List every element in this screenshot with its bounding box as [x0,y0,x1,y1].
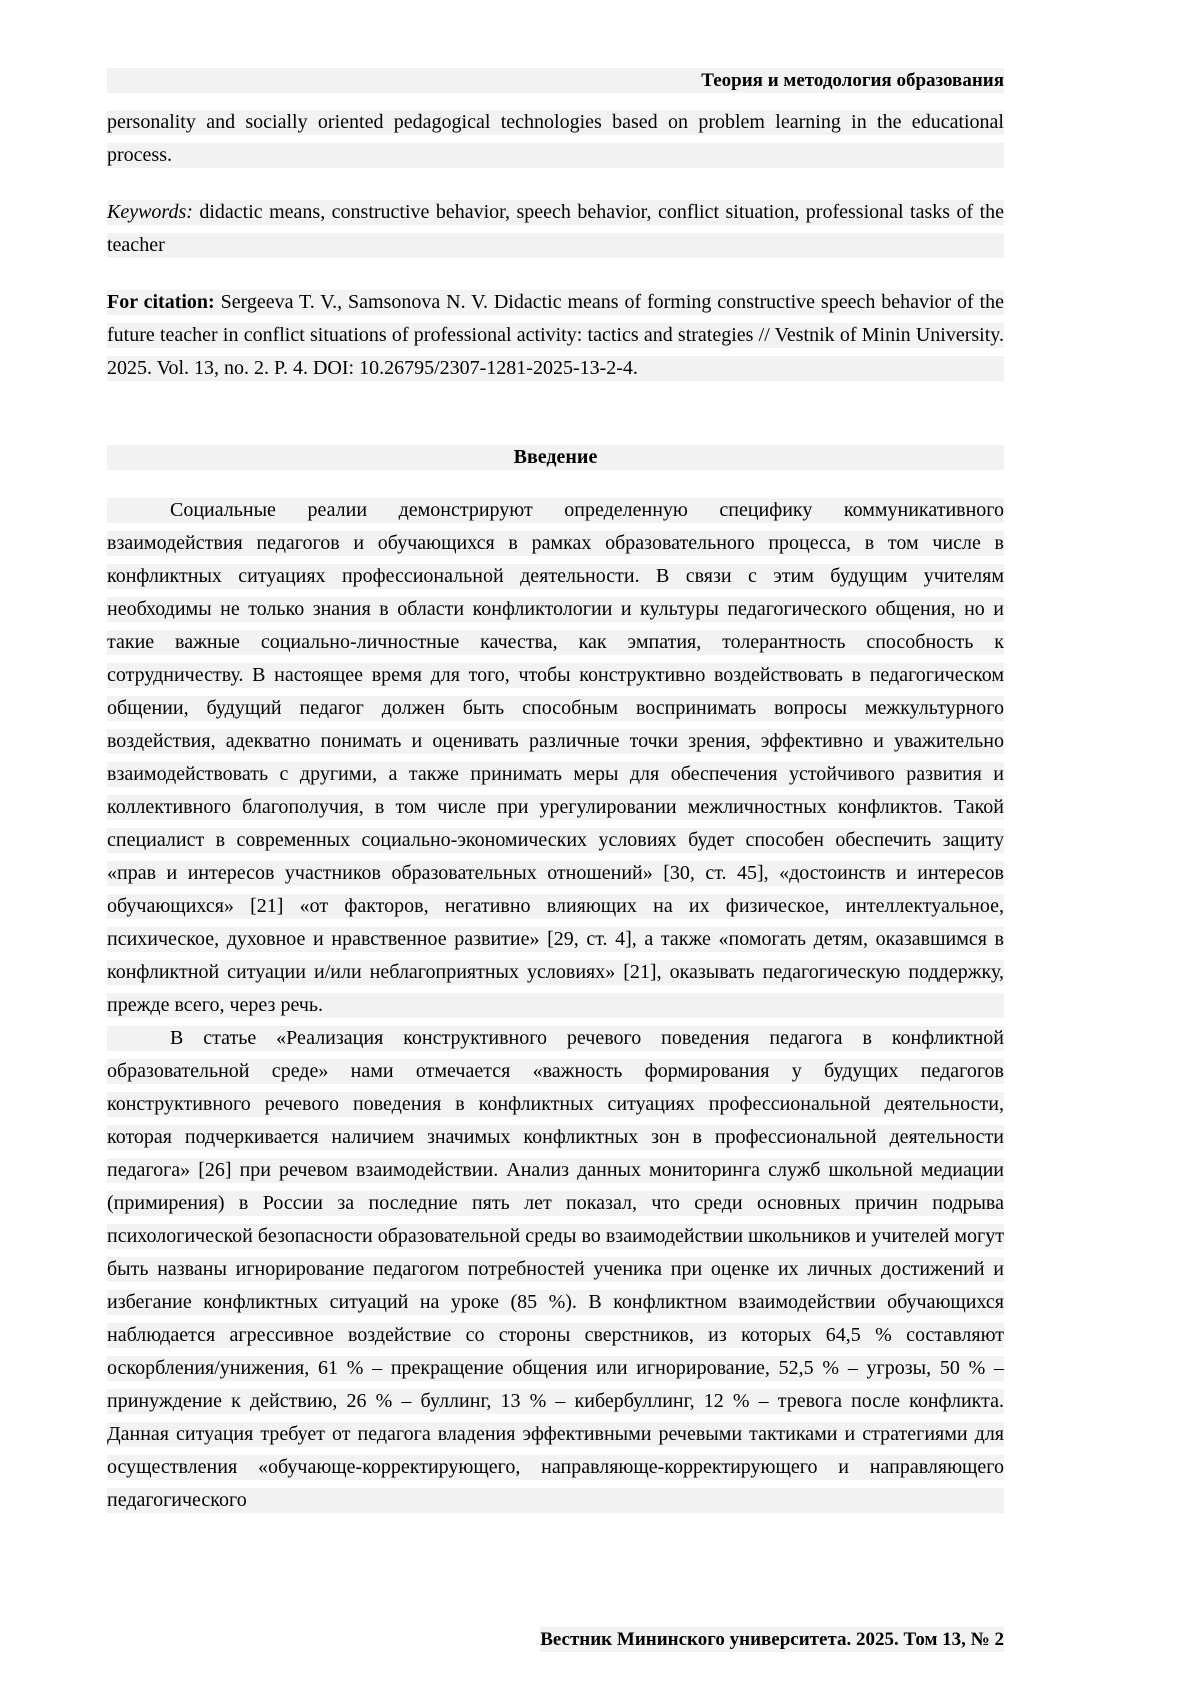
keywords-paragraph [107,196,1004,262]
abstract-tail-paragraph [107,106,1004,172]
section-title-introduction: Введение [107,441,1004,474]
citation-paragraph [107,286,1004,385]
keywords-label: Keywords: [107,201,193,223]
running-head-text: Теория и методология образования [701,70,1004,91]
running-head [107,64,1004,97]
citation-label: For citation: [107,291,215,313]
abstract-tail-text: personality and socially oriented pedagogical technologies based on problem learning in the educational process. [107,111,1004,166]
citation-text: Sergeeva T. V., Samsonova N. V. Didactic means of forming constructive speech behavior of the future teacher in conflict situations of professional activity: tactics and strategies // Vestnik of Minin University. 2025. Vol. 13, no. 2. P. 4. DOI: 10.26795/2307-1281-2025-13-2-4. [107,291,1005,379]
journal-footer: Вестник Мининского университета. 2025. Том 13, № 2 [540,1623,1004,1656]
keywords-text: didactic means, constructive behavior, speech behavior, conflict situation, professional tasks of the teacher [107,201,1004,256]
introduction-paragraph-2: В статье «Реализация конструктивного речевого поведения педагога в конфликтной образовательной среде» нами отмечается «важность формирования у будущих педагогов конструктивного речевого поведения в конфликтных ситуациях профессиональной деятельности, которая подчеркивается наличием значимых конфликтных зон в профессиональной деятельности педагога» [26] при речевом взаимодействии. Анализ данных мониторинга служб школьной медиации (примирения) в России за последние пять лет показал, что среди основных причин подрыва психологической безопасности образовательной среды во взаимодействии школьников и учителей могут быть названы игнорирование педагогом потребностей ученика при оценке их личных достижений и избегание конфликтных ситуаций на уроке (85 %). В конфликтном взаимодействии обучающихся наблюдается агрессивное воздействие со стороны сверстников, из которых 64,5 % составляют оскорбления/унижения, 61 % – прекращение общения или игнорирование, 52,5 % – угрозы, 50 % – принуждение к действию, 26 % – буллинг, 13 % – кибербуллинг, 12 % – тревога после конфликта. Данная ситуация требует от педагога владения эффективными речевыми тактиками и стратегиями для осуществления «обучающе-корректирующего, направляюще-корректирующего и направляющего педагогического [107,1022,1004,1517]
introduction-paragraph-1: Социальные реалии демонстрируют определенную специфику коммуникативного взаимодействия педагогов и обучающихся в рамках образовательного процесса, в том числе в конфликтных ситуациях профессиональной деятельности. В связи с этим будущим учителям необходимы не только знания в области конфликтологии и культуры педагогического общения, но и такие важные социально-личностные качества, как эмпатия, толерантность способность к сотрудничеству. В настоящее время для того, чтобы конструктивно воздействовать в педагогическом общении, будущий педагог должен быть способным воспринимать вопросы межкультурного воздействия, адекватно понимать и оценивать различные точки зрения, эффективно и уважительно взаимодействовать с другими, а также принимать меры для обеспечения устойчивого развития и коллективного благополучия, в том числе при урегулировании межличностных конфликтов. Такой специалист в современных социально-экономических условиях будет способен обеспечить защиту «прав и интересов участников образовательных отношений» [30, ст. 45], «достоинств и интересов обучающихся» [21] «от факторов, негативно влияющих на их физическое, интеллектуальное, психическое, духовное и нравственное развитие» [29, ст. 4], а также «помогать детям, оказавшимся в конфликтной ситуации и/или неблагоприятных условиях» [21], оказывать педагогическую поддержку, прежде всего, через речь. [107,494,1004,1022]
